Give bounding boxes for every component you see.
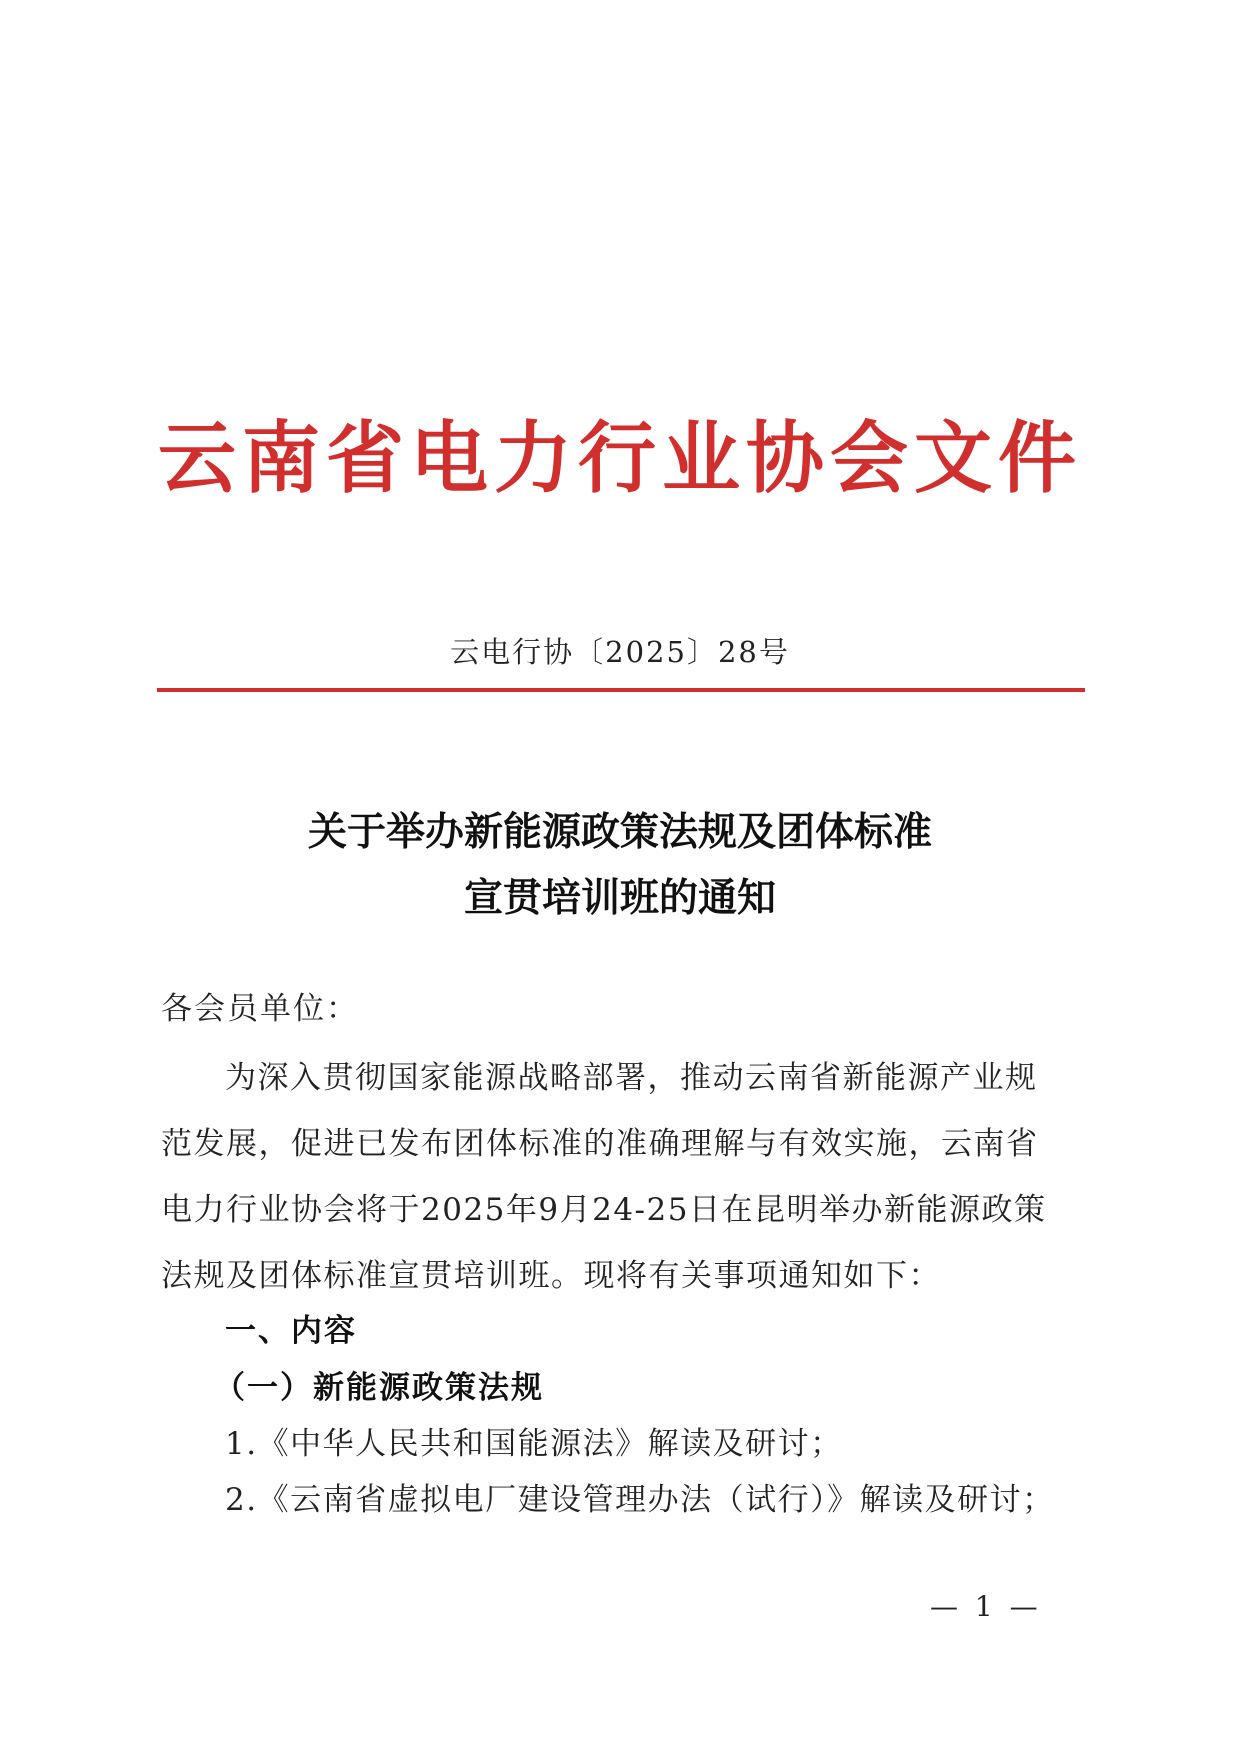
intro-line-2: 范发展，促进已发布团体标准的准确理解与有效实施，云南省 [161, 1126, 1039, 1162]
document-header-title: 云南省电力行业协会文件 [157, 413, 1082, 504]
notice-title-line-1: 关于举办新能源政策法规及团体标准 [307, 810, 932, 855]
subsection-heading-policy: （一）新能源政策法规 [214, 1370, 544, 1406]
intro-line-3: 电力行业协会将于2025年9月24-25日在昆明举办新能源政策 [161, 1192, 1047, 1228]
list-item: 1.《中华人民共和国能源法》解读及研讨； [225, 1426, 843, 1462]
salutation: 各会员单位： [161, 991, 359, 1027]
intro-line-1: 为深入贯彻国家能源战略部署，推动云南省新能源产业规 [225, 1060, 1038, 1096]
section-heading-content: 一、内容 [225, 1313, 357, 1349]
list-item: 2.《云南省虚拟电厂建设管理办法（试行）》解读及研讨； [225, 1482, 1055, 1518]
document-number: 云电行协〔2025〕28号 [450, 635, 790, 669]
notice-title [160, 800, 1080, 932]
intro-line-4: 法规及团体标准宣贯培训班。现将有关事项通知如下： [161, 1258, 941, 1294]
page-number: — 1 — [930, 1590, 1042, 1623]
intro-paragraph [161, 1045, 1081, 1309]
notice-title-line-2: 宣贯培训班的通知 [463, 876, 776, 921]
red-divider-line [157, 688, 1085, 692]
